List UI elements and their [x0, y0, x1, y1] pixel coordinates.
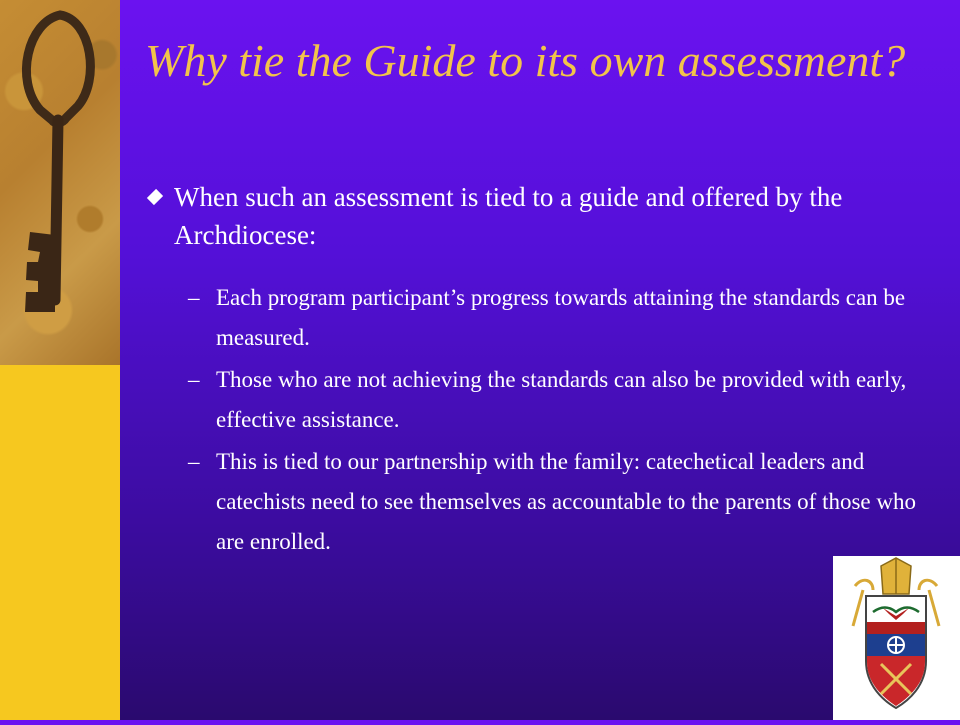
- key-photo: [0, 0, 120, 365]
- sub-bullet: [148, 442, 918, 562]
- dash-marker: –: [188, 285, 200, 310]
- dash-marker: –: [188, 449, 200, 474]
- dash-marker: –: [188, 367, 200, 392]
- sub-bullet-list: [148, 278, 918, 562]
- coat-of-arms-icon: [833, 556, 960, 720]
- diamond-bullet-icon: [147, 189, 163, 205]
- left-image-strip: [0, 0, 120, 720]
- sub-bullet-text: This is tied to our partnership with the family: catechetical leaders and catechists need to see themselves as accountable to the parents of those who are enrolled.: [216, 449, 916, 554]
- main-bullet: [148, 178, 918, 254]
- slide-body: [148, 178, 918, 564]
- sub-bullet-text: Each program participant’s progress towards attaining the standards can be measured.: [216, 285, 906, 350]
- main-bullet-text: When such an assessment is tied to a guide and offered by the Archdiocese:: [174, 182, 843, 250]
- archdiocese-coat-of-arms: [833, 556, 960, 720]
- sub-bullet: [148, 360, 918, 440]
- sub-bullet: [148, 278, 918, 358]
- strip-yellow-band: [0, 365, 120, 720]
- slide-title: Why tie the Guide to its own assessment?: [145, 35, 906, 86]
- sub-bullet-text: Those who are not achieving the standards can also be provided with early, effective assistance.: [216, 367, 907, 432]
- key-icon: [0, 0, 120, 365]
